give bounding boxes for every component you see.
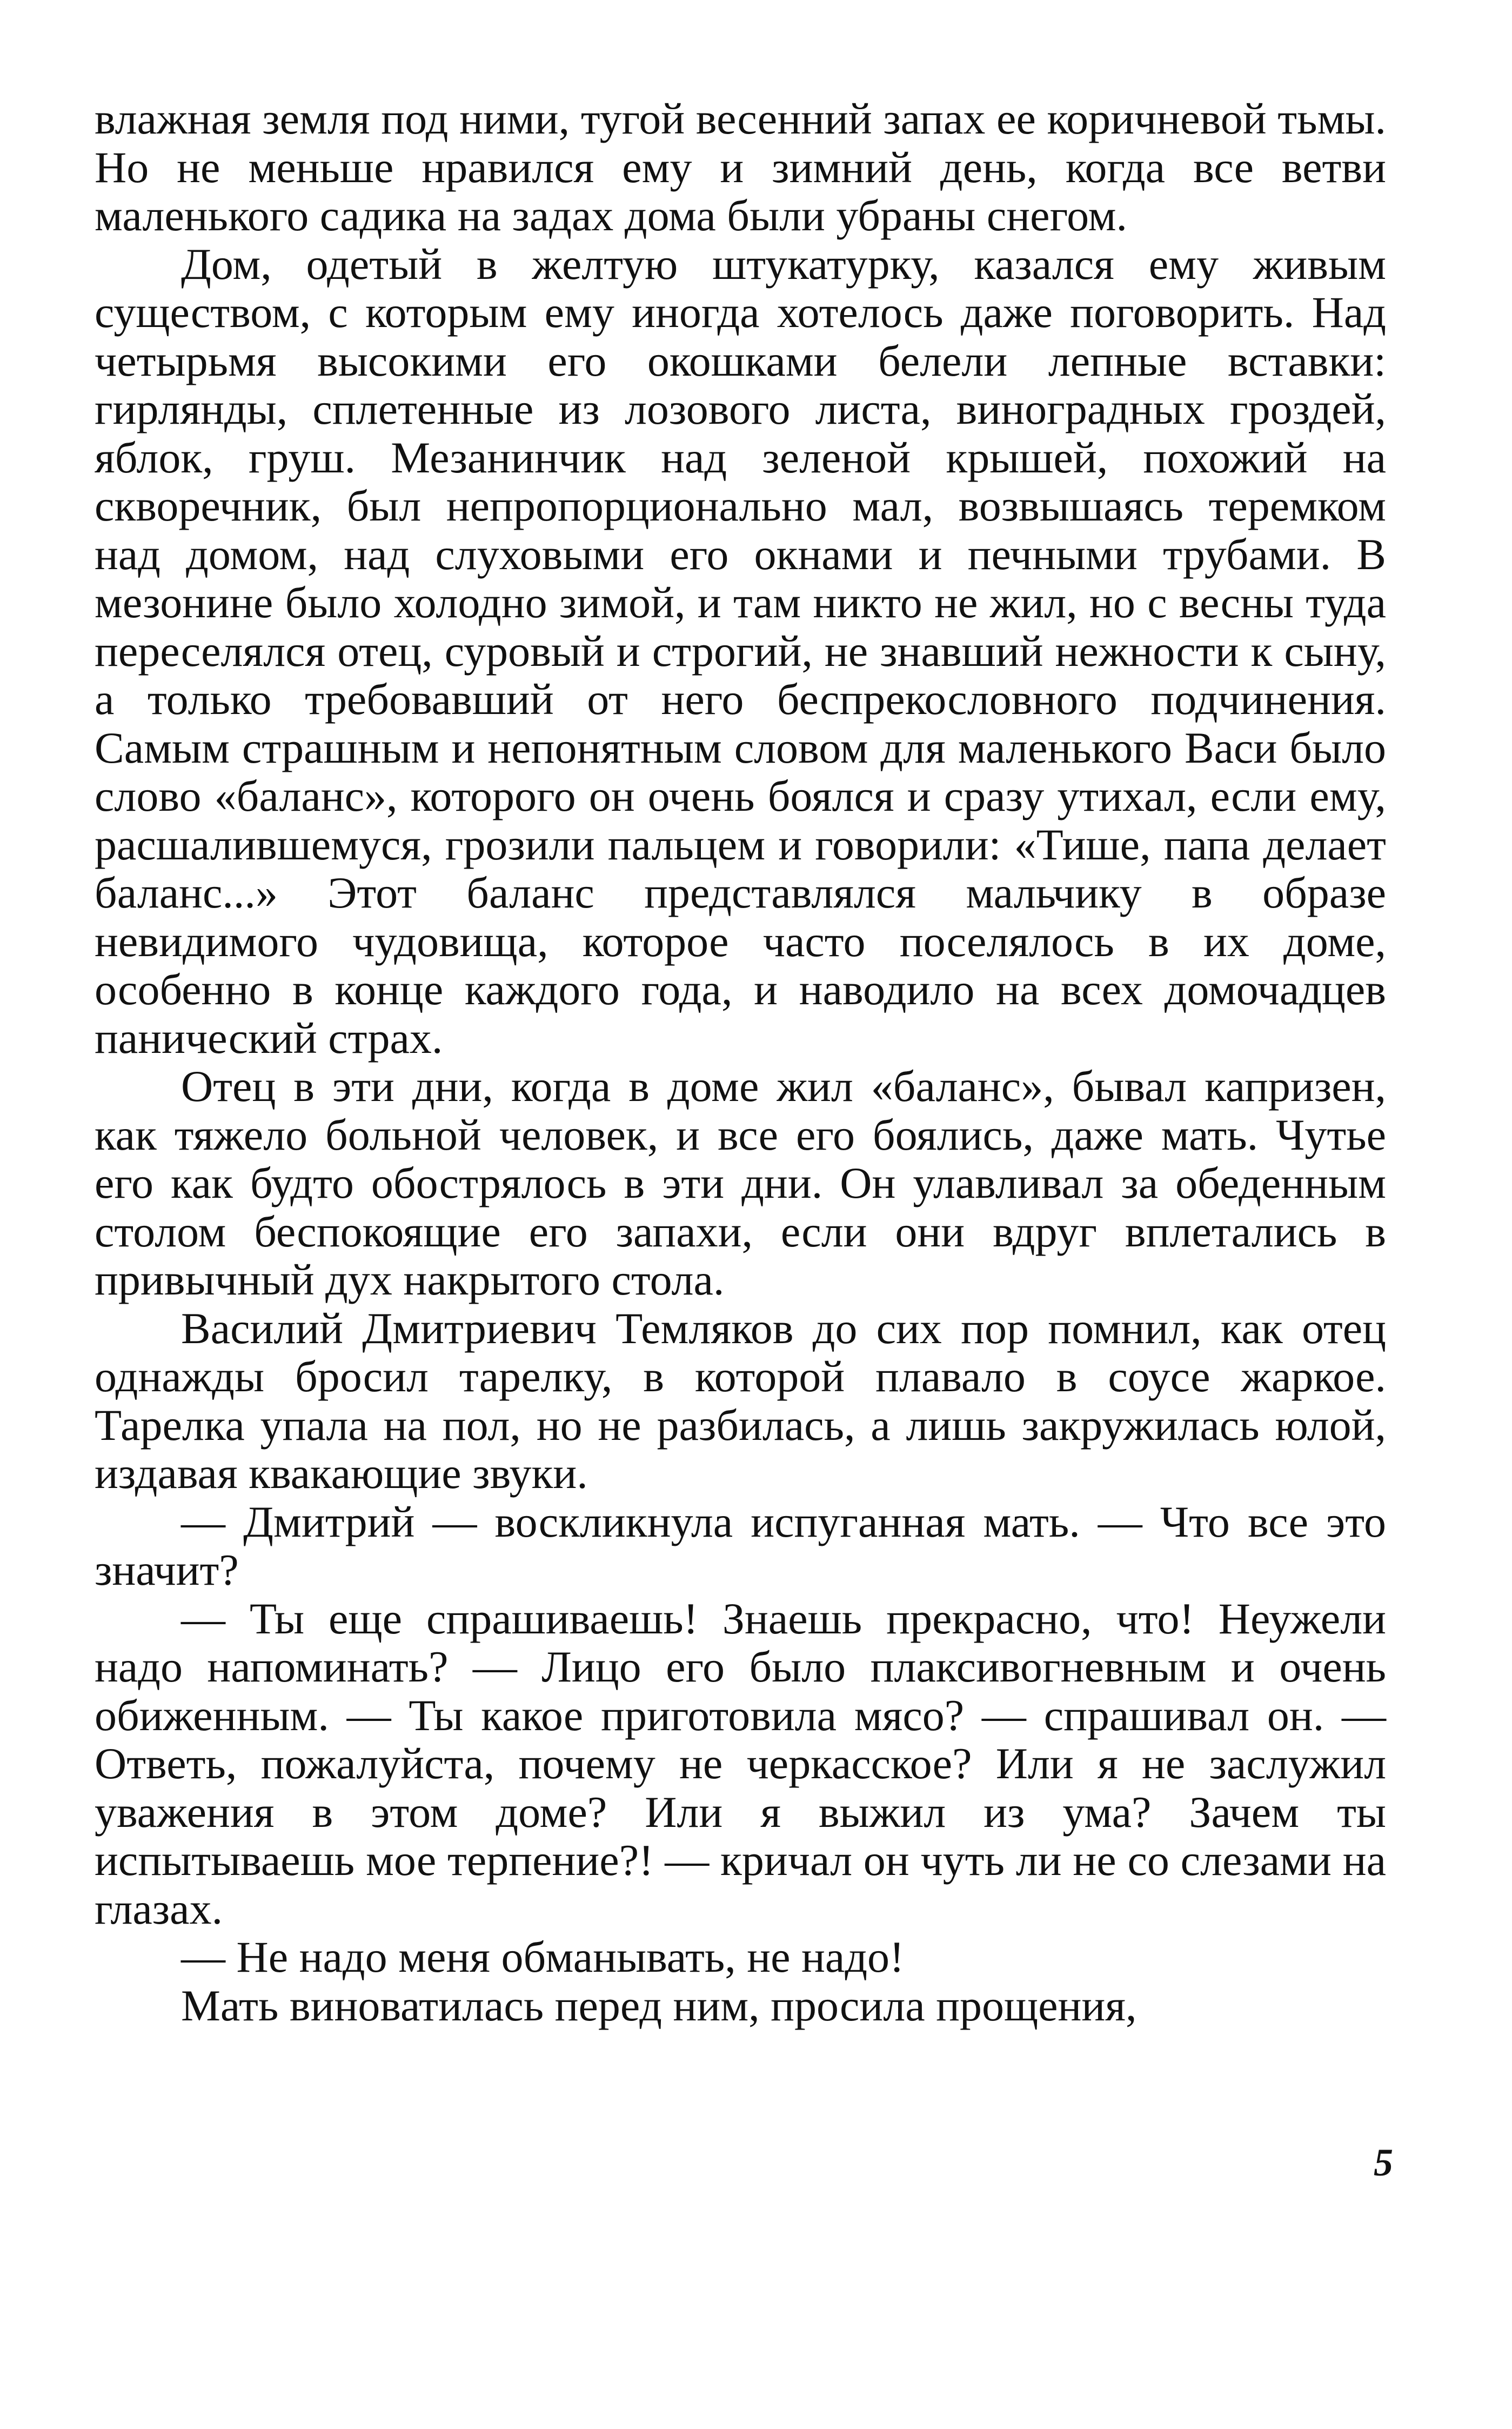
- paragraph-3: Отец в эти дни, когда в доме жил «баланс», бывал капризен, как тяжело больной человек, и все его боялись, даже мать. Чутье его как будто обострялось в эти дни. Он улавливал за обеденным столом беспокоящие его запахи, если они вдруг вплетались в привычный дух накрытого стола.: [95, 1062, 1386, 1304]
- paragraph-8: Мать виноватилась перед ним, просила прощения,: [181, 1980, 1137, 2030]
- paragraph-5: — Дмитрий — воскликнула испуганная мать. — Что все это значит?: [95, 1497, 1386, 1594]
- paragraph-1: влажная земля под ними, тугой весенний запах ее коричневой тьмы. Но не меньше нравился ему и зимний день, когда все ветви маленького садика на задах дома были убраны снегом.: [95, 94, 1386, 240]
- paragraph-7: — Не надо меня обманывать, не надо!: [181, 1932, 905, 1981]
- page-number: 5: [1374, 2141, 1393, 2184]
- paragraph-6: — Ты еще спрашиваешь! Знаешь прекрасно, что! Неужели надо напоминать? — Лицо его было плаксивогневным и очень обиженным. — Ты какое приготовила мясо? — спрашивал он. — Ответь, пожалуйста, почему не черкасское? Или я не заслужил уважения в этом доме? Или я выжил из ума? Зачем ты испытываешь мое терпение?! — кричал он чуть ли не со слезами на глазах.: [95, 1593, 1386, 1933]
- paragraph-4: Василий Дмитриевич Темляков до сих пор помнил, как отец однажды бросил тарелку, в которой плавало в соусе жаркое. Тарелка упала на пол, но не разбилась, а лишь закружилась юлой, издавая квакающие звуки.: [95, 1303, 1386, 1498]
- paragraph-2: Дом, одетый в желтую штукатурку, казался ему живым существом, с которым ему иногда хотелось даже поговорить. Над четырьмя высокими его окошками белели лепные вставки: гирлянды, сплетенные из лозового листа, виноградных гроздей, яблок, груш. Мезанинчик над зеленой крышей, похожий на скворечник, был непропорционально мал, возвышаясь теремком над домом, над слуховыми его окнами и печными трубами. В мезонине было холодно зимой, и там никто не жил, но с весны туда переселялся отец, суровый и строгий, не знавший нежности к сыну, а только требовавший от него беспрекословного подчинения. Самым страшным и непонятным словом для маленького Васи было слово «баланс», которого он очень боялся и сразу утихал, если ему, расшалившемуся, грозили пальцем и говорили: «Тише, папа делает баланс...» Этот баланс представлялся мальчику в образе невидимого чудовища, которое часто поселялось в их доме, особенно в конце каждого года, и наводило на всех домочадцев панический страх.: [95, 239, 1386, 1063]
- body-text: [95, 95, 1386, 2030]
